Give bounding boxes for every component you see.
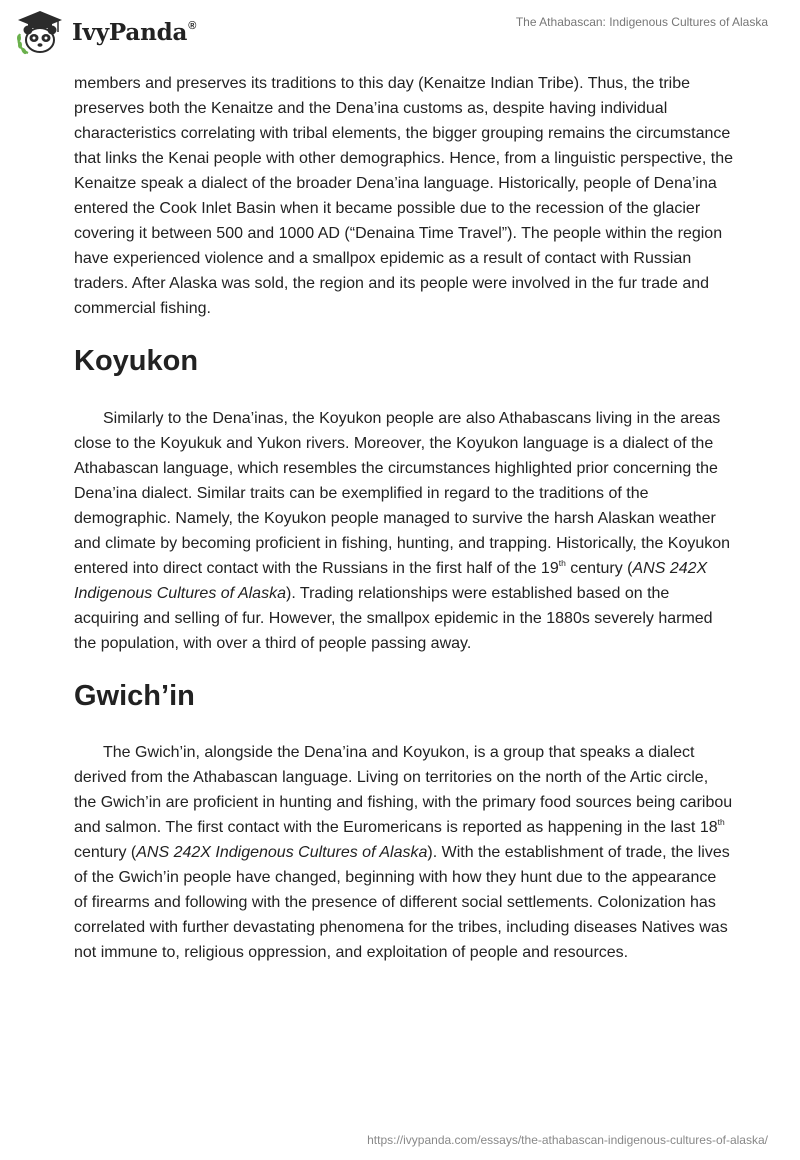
paragraph-koyukon: Similarly to the Dena’inas, the Koyukon people are also Athabascans living in the areas close to the Koyukuk and Yukon rivers. Moreover, the Koyukon language is a dialect of the Athabascan language, which resembles the circumstances highlighted prior concerning the Dena’ina dialect. Similar traits can be exemplified in regard to the traditions of the demographic. Namely, the Koyukon people managed to survive the harsh Alaskan weather and climate by becoming proficient in fishing, hunting, and trapping. Historically, the Koyukon entered into direct contact with the Russians in the first half of the 19th century (ANS 242X Indigenous Cultures of Alaska). Trading relationships were established based on the acquiring and selling of fur. However, the smallpox epidemic in the 1880s severely harmed the population, with over a third of people passing away.: [74, 410, 731, 652]
paragraph-gwichin: The Gwich’in, alongside the Dena’ina and Koyukon, is a group that speaks a dialect derived from the Athabascan language. Living on territories on the north of the Artic circle, the Gwich’in are proficient in hunting and fishing, with the primary food sources being caribou and salmon. The first contact with the Euromericans is reported as happening in the last 18th century (ANS 242X Indigenous Cultures of Alaska). With the establishment of trade, the lives of the Gwich’in people have changed, beginning with how they hunt due to the appearance of firearms and following with the presence of different social settlements. Colonization has correlated with further devastating phenomena for the tribes, including diseases Natives was not immune to, religious oppression, and exploitation of people and resources.: [74, 744, 733, 961]
registered-mark: ®: [188, 19, 197, 32]
page-header: [0, 0, 800, 66]
ordinal-suffix: th: [717, 817, 725, 827]
ivypanda-logo[interactable]: [14, 8, 196, 56]
essay-body: [74, 71, 734, 965]
citation: ANS 242X Indigenous Cultures of Alaska: [136, 844, 428, 861]
citation: ANS 242X Indigenous Cultures of Alaska: [74, 560, 708, 602]
heading-gwichin: Gwich’in: [74, 680, 195, 712]
paragraph-dena-ina-continued: members and preserves its traditions to this day (Kenaitze Indian Tribe). Thus, the tribe preserves both the Kenaitze and the Dena’ina customs as, despite having individual characteristics correlating with tribal elements, the bigger grouping remains the circumstance that links the Kenai people with other demographics. Hence, from a linguistic perspective, the Kenaitze speak a dialect of the broader Dena’ina language. Historically, people of Dena’ina entered the Cook Inlet Basin when it became possible due to the recession of the glacier covering it between 500 and 1000 AD (“Denaina Time Travel”). The people within the region have experienced violence and a smallpox epidemic as a result of contact with Russian traders. After Alaska was sold, the region and its people were involved in the fur trade and commercial fishing.: [74, 75, 734, 317]
ordinal-suffix: th: [558, 558, 566, 568]
source-url[interactable]: https://ivypanda.com/essays/the-athabascan-indigenous-cultures-of-alaska/: [367, 1133, 768, 1147]
brand-name: IvyPanda®: [72, 18, 197, 46]
panda-graduate-icon: [14, 8, 66, 56]
heading-koyukon: Koyukon: [74, 345, 199, 377]
document-title: The Athabascan: Indigenous Cultures of Alaska: [515, 15, 768, 29]
